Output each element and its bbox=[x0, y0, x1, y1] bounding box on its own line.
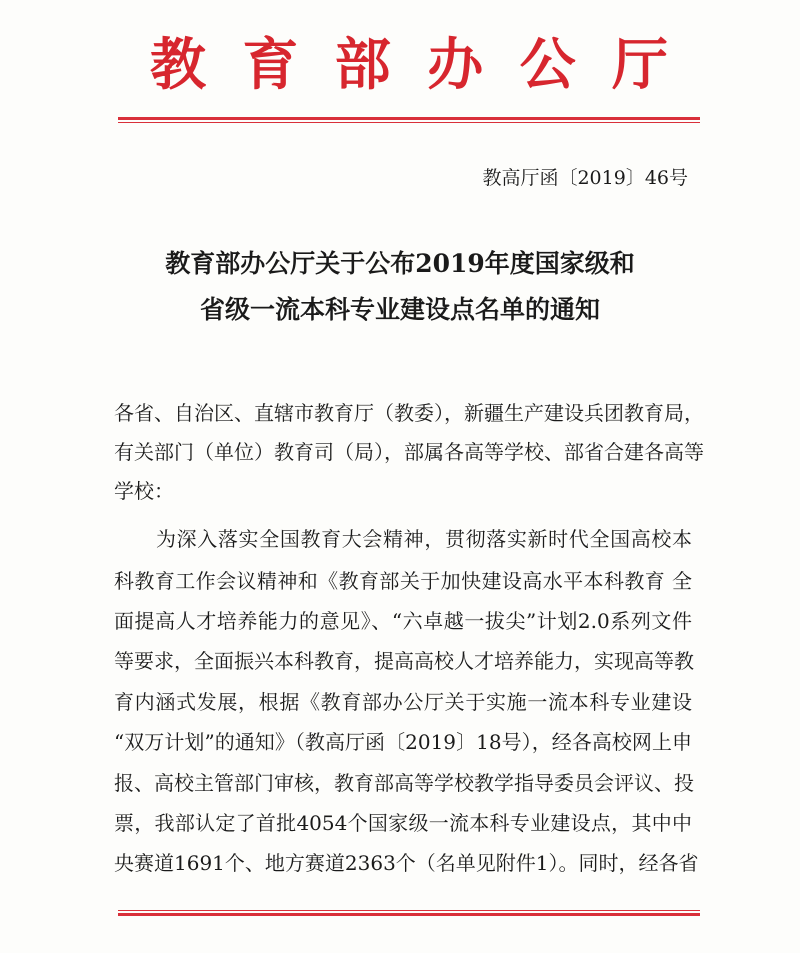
body-line: “双万计划”的通知》（教高厅函〔2019〕18号），经各高校网上申 bbox=[114, 730, 692, 754]
recipients-line: 各省、自治区、直辖市教育厅（教委），新疆生产建设兵团教育局， bbox=[114, 401, 704, 425]
masthead-title: 教育部办公厅 bbox=[150, 32, 670, 98]
body-line: 育内涵式发展，根据《教育部办公厅关于实施一流本科专业建设 bbox=[114, 690, 692, 714]
footer-divider-thick bbox=[118, 913, 700, 916]
footer-divider bbox=[118, 910, 700, 911]
body-line: 面提高人才培养能力的意见》、“六卓越一拔尖”计划2.0系列文件 bbox=[114, 609, 692, 633]
body-line: 央赛道1691个、地方赛道2363个（名单见附件1）。同时，经各省 bbox=[114, 851, 699, 875]
body-line: 为深入落实全国教育大会精神，贯彻落实新时代全国高校本 bbox=[156, 527, 692, 551]
masthead-divider bbox=[118, 117, 700, 120]
document-title-line-2: 省级一流本科专业建设点名单的通知 bbox=[199, 295, 600, 324]
recipients-line: 有关部门（单位）教育司（局），部属各高等学校、部省合建各高等 bbox=[114, 440, 704, 464]
body-line: 票，我部认定了首批4054个国家级一流本科专业建设点，其中中 bbox=[114, 811, 692, 835]
recipients-line: 学校： bbox=[114, 479, 174, 503]
document-title-line-1: 教育部办公厅关于公布2019年度国家级和 bbox=[165, 249, 635, 278]
body-line: 等要求，全面振兴本科教育，提高高校人才培养能力，实现高等教 bbox=[114, 649, 694, 673]
document-number: 教高厅函〔2019〕46号 bbox=[482, 167, 688, 189]
body-line: 报、高校主管部门审核，教育部高等学校教学指导委员会评议、投 bbox=[114, 771, 694, 795]
masthead-divider-thin bbox=[118, 122, 700, 123]
body-line: 科教育工作会议精神和《教育部关于加快建设高水平本科教育 全 bbox=[114, 569, 692, 593]
